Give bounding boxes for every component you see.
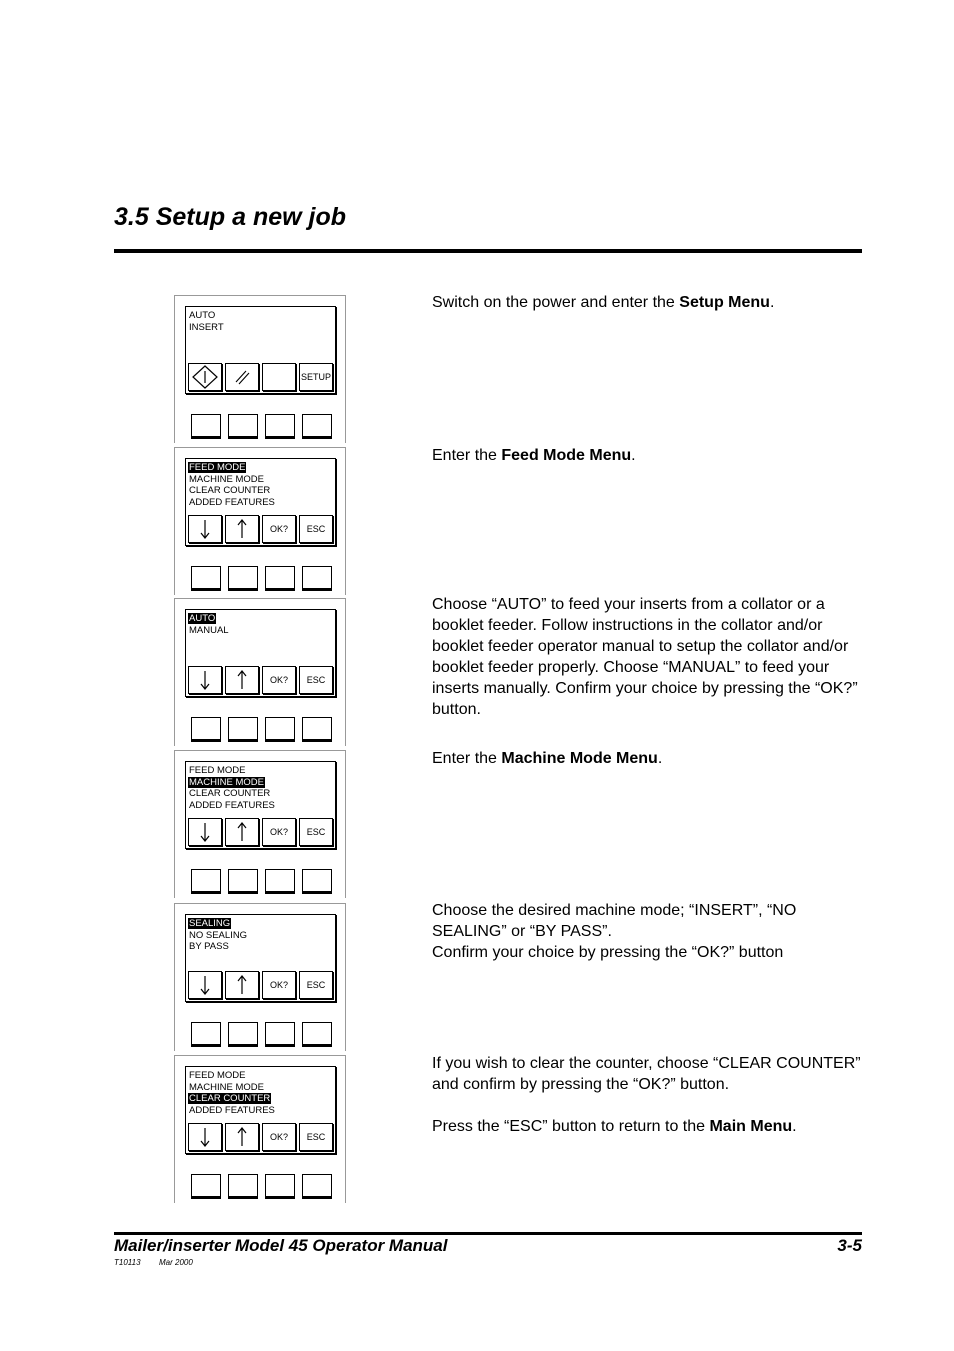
arrow-up-icon xyxy=(235,669,249,691)
menu-item-label: MANUAL xyxy=(189,624,229,636)
footer-manual-title: Mailer/inserter Model 45 Operator Manual xyxy=(114,1236,448,1255)
esc-softkey xyxy=(299,666,333,694)
lcd-screen xyxy=(185,306,336,394)
menu-item-selected xyxy=(188,462,276,474)
instruction-text: Press the “ESC” button to return to the xyxy=(432,1118,710,1135)
hardkey-1 xyxy=(191,566,221,589)
arrow-up-icon xyxy=(235,518,249,540)
softkey-row xyxy=(187,818,336,847)
ok-softkey xyxy=(262,1123,296,1151)
softkey-label: ESC xyxy=(306,524,326,534)
instruction-text: . xyxy=(631,447,636,464)
softkey-label: ESC xyxy=(306,1132,326,1142)
softkey-label: OK? xyxy=(269,980,288,990)
menu-name: Main Menu xyxy=(709,1118,793,1135)
hardkey-1 xyxy=(191,717,221,740)
menu-item xyxy=(188,800,276,812)
arrow-up-icon xyxy=(235,1126,249,1148)
menu-item xyxy=(188,625,230,637)
setup-softkey xyxy=(299,363,333,391)
hardkey-3 xyxy=(265,566,295,589)
lcd-screen xyxy=(185,761,336,849)
hardkey-row xyxy=(191,1022,334,1048)
arrow-up-softkey xyxy=(225,971,259,999)
menu-name: Feed Mode Menu xyxy=(501,447,632,464)
menu-name: Machine Mode Menu xyxy=(501,750,658,767)
menu-item xyxy=(188,497,276,509)
menu-item xyxy=(188,474,276,486)
menu-list xyxy=(188,918,248,953)
control-panel xyxy=(174,447,346,595)
hardkey-3 xyxy=(265,717,295,740)
menu-item-label: AUTO xyxy=(189,310,216,321)
section-number: 3.5 xyxy=(114,203,149,231)
instruction-text: If you wish to clear the counter, choose “CLEAR COUNTER” and confirm by pressing the “OK?” button. xyxy=(432,1055,861,1093)
instruction-text: Switch on the power and enter the xyxy=(432,294,680,311)
footer-page-number: 3-5 xyxy=(837,1236,862,1255)
menu-item-label: CLEAR COUNTER xyxy=(189,485,271,497)
menu-item-label: FEED MODE xyxy=(189,1070,246,1081)
arrow-down-icon xyxy=(198,974,212,996)
hardkey-2 xyxy=(228,1174,258,1197)
menu-item-label: SEALING xyxy=(189,918,231,929)
softkey-row xyxy=(187,1123,336,1152)
menu-item-label: MACHINE MODE xyxy=(189,473,264,485)
instruction-paragraph xyxy=(432,900,872,963)
arrow-down-softkey xyxy=(188,666,222,694)
menu-name: Setup Menu xyxy=(679,294,770,311)
esc-softkey xyxy=(299,1123,333,1151)
menu-item xyxy=(188,788,276,800)
hardkey-1 xyxy=(191,1022,221,1045)
menu-list xyxy=(188,765,276,811)
menu-list xyxy=(188,310,225,333)
stop-icon xyxy=(232,367,252,387)
softkey-label: OK? xyxy=(269,1132,288,1142)
menu-item-label: CLEAR COUNTER xyxy=(189,788,271,800)
esc-softkey xyxy=(299,515,333,543)
ok-softkey xyxy=(262,666,296,694)
instruction-paragraph xyxy=(432,594,872,720)
arrow-down-icon xyxy=(198,1126,212,1148)
menu-item-label: FEED MODE xyxy=(189,765,246,776)
instruction-text: Choose the desired machine mode; “INSERT”, “NO SEALING” or “BY PASS”. xyxy=(432,902,797,940)
footer-date: Mar 2000 xyxy=(159,1258,193,1267)
hardkey-row xyxy=(191,717,334,743)
arrow-up-icon xyxy=(235,821,249,843)
hardkey-2 xyxy=(228,717,258,740)
softkey-label: SETUP xyxy=(300,372,331,382)
menu-item-label: ADDED FEATURES xyxy=(189,496,275,508)
section-title xyxy=(114,203,346,232)
menu-item xyxy=(188,1105,276,1117)
control-panel xyxy=(174,598,346,746)
lcd-screen xyxy=(185,1066,336,1154)
arrow-down-icon xyxy=(198,669,212,691)
footer-rule xyxy=(114,1232,862,1235)
control-panel xyxy=(174,903,346,1051)
stop-softkey xyxy=(225,363,259,391)
lcd-screen xyxy=(185,609,336,697)
menu-item-label: ADDED FEATURES xyxy=(189,1104,275,1116)
arrow-up-softkey xyxy=(225,515,259,543)
menu-item xyxy=(188,485,276,497)
menu-item xyxy=(188,930,248,942)
instruction-paragraph xyxy=(432,748,872,769)
instruction-paragraph xyxy=(432,1053,872,1137)
esc-softkey xyxy=(299,971,333,999)
menu-list xyxy=(188,1070,276,1116)
hardkey-4 xyxy=(302,869,332,892)
hardkey-2 xyxy=(228,566,258,589)
hardkey-4 xyxy=(302,414,332,437)
menu-item-label: CLEAR COUNTER xyxy=(189,1093,271,1105)
instruction-text: Enter the xyxy=(432,750,502,767)
hardkey-4 xyxy=(302,717,332,740)
arrow-up-softkey xyxy=(225,666,259,694)
hardkey-3 xyxy=(265,1022,295,1045)
menu-item xyxy=(188,322,225,334)
arrow-up-softkey xyxy=(225,1123,259,1151)
hardkey-3 xyxy=(265,1174,295,1197)
instruction-text: Choose “AUTO” to feed your inserts from a collator or a booklet feeder. Follow instructions in the collator and/or booklet feeder operator manual to setup the collator and/or booklet feeder properly. Choose “MANUAL” to feed your inserts manually. Confirm your choice by pressing the “OK?” button. xyxy=(432,596,858,718)
menu-item-selected xyxy=(188,777,276,789)
menu-item-selected xyxy=(188,613,230,625)
start-icon xyxy=(191,365,219,389)
instruction-text: Enter the xyxy=(432,447,502,464)
menu-item-label: FEED MODE xyxy=(189,462,246,473)
arrow-down-softkey xyxy=(188,971,222,999)
hardkey-2 xyxy=(228,869,258,892)
instruction-text: . xyxy=(769,294,775,311)
instruction-text: Confirm your choice by pressing the “OK?” button xyxy=(432,944,784,961)
softkey-label: ESC xyxy=(306,827,326,837)
softkey-label: OK? xyxy=(269,827,288,837)
menu-list xyxy=(188,462,276,508)
ok-softkey xyxy=(262,818,296,846)
softkey-label: ESC xyxy=(306,675,326,685)
menu-item xyxy=(188,765,276,777)
hardkey-3 xyxy=(265,869,295,892)
arrow-up-icon xyxy=(235,974,249,996)
lcd-screen xyxy=(185,458,336,546)
hardkey-1 xyxy=(191,869,221,892)
menu-item-label: MACHINE MODE xyxy=(189,776,264,788)
softkey-label: ESC xyxy=(306,980,326,990)
menu-item-label: NO SEALING xyxy=(189,929,248,941)
hardkey-4 xyxy=(302,566,332,589)
blank-softkey xyxy=(262,363,296,391)
arrow-down-softkey xyxy=(188,1123,222,1151)
instruction-paragraph xyxy=(432,445,872,466)
softkey-row xyxy=(187,515,336,544)
hardkey-row xyxy=(191,869,334,895)
hardkey-1 xyxy=(191,1174,221,1197)
hardkey-row xyxy=(191,1174,334,1200)
softkey-row xyxy=(187,666,336,695)
control-panel xyxy=(174,1055,346,1203)
hardkey-2 xyxy=(228,1022,258,1045)
menu-item-label: MACHINE MODE xyxy=(189,1081,264,1093)
instruction-text: . xyxy=(792,1118,797,1135)
softkey-row xyxy=(187,363,336,392)
arrow-down-softkey xyxy=(188,515,222,543)
menu-item-selected xyxy=(188,918,248,930)
softkey-row xyxy=(187,971,336,1000)
menu-item-label: BY PASS xyxy=(189,941,229,953)
hardkey-1 xyxy=(191,414,221,437)
section-title-text: Setup a new job xyxy=(155,203,347,231)
instruction-text: . xyxy=(657,750,663,767)
arrow-down-icon xyxy=(198,518,212,540)
hardkey-row xyxy=(191,414,334,440)
menu-item xyxy=(188,941,248,953)
start-softkey xyxy=(188,363,222,391)
menu-item-label: AUTO xyxy=(189,613,216,624)
hardkey-2 xyxy=(228,414,258,437)
menu-list xyxy=(188,613,230,636)
menu-item xyxy=(188,1082,276,1094)
menu-item-selected xyxy=(188,1093,276,1105)
lcd-screen xyxy=(185,914,336,1002)
menu-item-label: INSERT xyxy=(189,321,224,333)
hardkey-3 xyxy=(265,414,295,437)
hardkey-4 xyxy=(302,1022,332,1045)
arrow-down-icon xyxy=(198,821,212,843)
instruction-paragraph xyxy=(432,292,872,313)
control-panel xyxy=(174,750,346,898)
arrow-down-softkey xyxy=(188,818,222,846)
hardkey-row xyxy=(191,566,334,592)
softkey-label: OK? xyxy=(269,675,288,685)
footer-doc-number: T10113 xyxy=(114,1258,141,1267)
title-rule xyxy=(114,249,862,253)
hardkey-4 xyxy=(302,1174,332,1197)
ok-softkey xyxy=(262,515,296,543)
menu-item-label: ADDED FEATURES xyxy=(189,799,275,811)
ok-softkey xyxy=(262,971,296,999)
control-panel xyxy=(174,295,346,443)
softkey-label: OK? xyxy=(269,524,288,534)
arrow-up-softkey xyxy=(225,818,259,846)
menu-item xyxy=(188,310,225,322)
menu-item xyxy=(188,1070,276,1082)
esc-softkey xyxy=(299,818,333,846)
